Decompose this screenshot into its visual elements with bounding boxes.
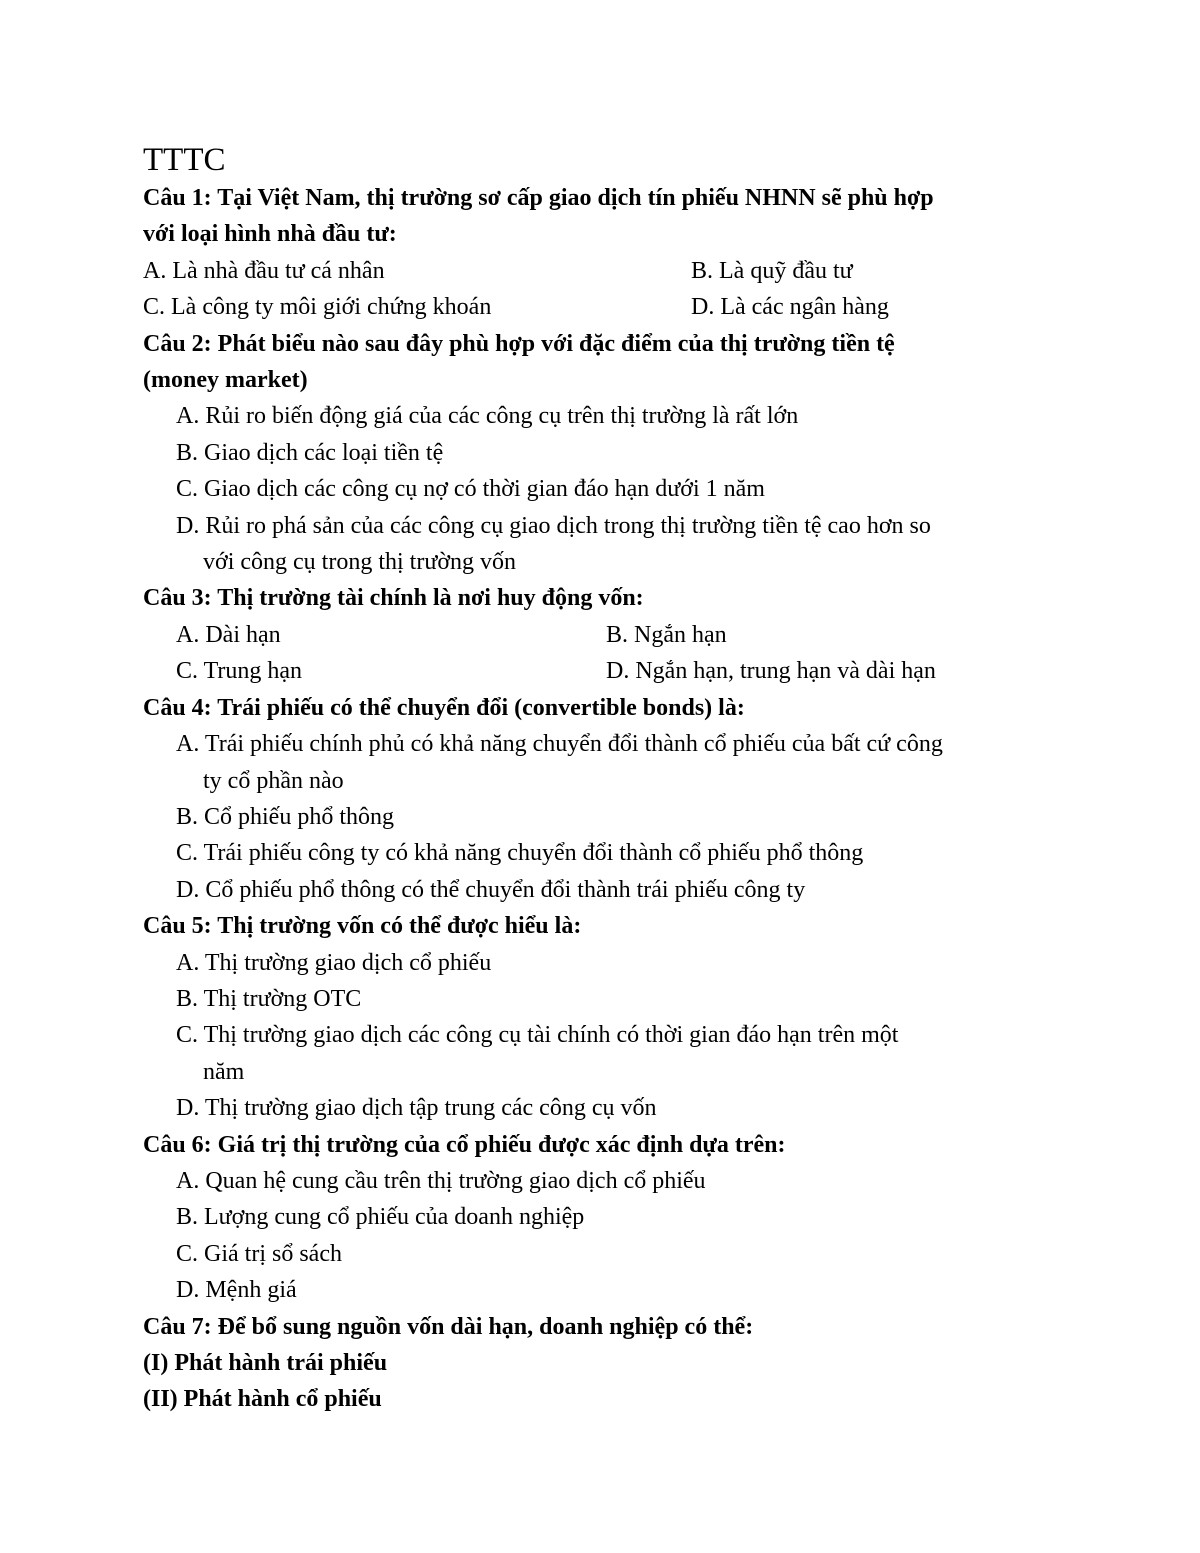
q1-option-a: A. Là nhà đầu tư cá nhân [143, 257, 385, 284]
q4-option-c: C. Trái phiếu công ty có khả năng chuyển đổi thành cổ phiếu phổ thông [176, 840, 864, 867]
question-1-cont: với loại hình nhà đầu tư: [143, 221, 397, 248]
document-title: TTTC [143, 142, 226, 178]
q3-option-d: D. Ngắn hạn, trung hạn và dài hạn [606, 658, 936, 685]
q2-option-c: C. Giao dịch các công cụ nợ có thời gian đáo hạn dưới 1 năm [176, 476, 765, 503]
question-7: Câu 7: Để bổ sung nguồn vốn dài hạn, doanh nghiệp có thể: [143, 1313, 754, 1340]
q4-option-a-cont: ty cổ phần nào [203, 767, 344, 794]
q5-option-b: B. Thị trường OTC [176, 985, 362, 1012]
q4-option-d: D. Cổ phiếu phổ thông có thể chuyển đổi thành trái phiếu công ty [176, 876, 806, 903]
q5-option-c-cont: năm [203, 1058, 245, 1085]
question-3: Câu 3: Thị trường tài chính là nơi huy động vốn: [143, 585, 644, 612]
q3-option-c: C. Trung hạn [176, 658, 303, 685]
q6-option-d: D. Mệnh giá [176, 1277, 297, 1304]
q2-option-d: D. Rủi ro phá sản của các công cụ giao dịch trong thị trường tiền tệ cao hơn so [176, 512, 931, 539]
q2-option-a: A. Rủi ro biến động giá của các công cụ trên thị trường là rất lớn [176, 403, 799, 430]
question-5: Câu 5: Thị trường vốn có thể được hiểu là: [143, 913, 582, 940]
q6-option-c: C. Giá trị sổ sách [176, 1240, 342, 1267]
q5-option-d: D. Thị trường giao dịch tập trung các công cụ vốn [176, 1095, 657, 1122]
document-page [143, 140, 1083, 1418]
q1-option-b: B. Là quỹ đầu tư [691, 257, 853, 284]
q6-option-b: B. Lượng cung cổ phiếu của doanh nghiệp [176, 1204, 585, 1231]
q2-option-b: B. Giao dịch các loại tiền tệ [176, 439, 444, 466]
q3-options-row-1 [143, 617, 1083, 653]
q1-option-d: D. Là các ngân hàng [691, 294, 889, 321]
q3-option-a: A. Dài hạn [176, 621, 281, 648]
q4-option-b: B. Cổ phiếu phổ thông [176, 803, 395, 830]
q1-options-row-2 [143, 289, 1083, 325]
question-1: Câu 1: Tại Việt Nam, thị trường sơ cấp giao dịch tín phiếu NHNN sẽ phù hợp [143, 185, 934, 211]
q5-option-a: A. Thị trường giao dịch cổ phiếu [176, 949, 492, 976]
q6-option-a: A. Quan hệ cung cầu trên thị trường giao dịch cổ phiếu [176, 1167, 706, 1194]
q1-options-row-1 [143, 253, 1083, 289]
question-2-cont: (money market) [143, 367, 308, 394]
q3-option-b: B. Ngắn hạn [606, 621, 727, 648]
question-4: Câu 4: Trái phiếu có thể chuyển đổi (convertible bonds) là: [143, 694, 745, 721]
q2-option-d-cont: với công cụ trong thị trường vốn [203, 549, 517, 576]
q7-item-i: (I) Phát hành trái phiếu [143, 1350, 388, 1376]
question-6: Câu 6: Giá trị thị trường của cổ phiếu được xác định dựa trên: [143, 1131, 786, 1158]
question-2: Câu 2: Phát biểu nào sau đây phù hợp với đặc điểm của thị trường tiền tệ [143, 330, 895, 357]
q1-option-c: C. Là công ty môi giới chứng khoán [143, 294, 492, 321]
q3-options-row-2 [143, 653, 1083, 689]
q7-item-ii: (II) Phát hành cổ phiếu [143, 1386, 382, 1413]
q5-option-c: C. Thị trường giao dịch các công cụ tài chính có thời gian đáo hạn trên một [176, 1022, 899, 1049]
q4-option-a: A. Trái phiếu chính phủ có khả năng chuyển đổi thành cổ phiếu của bất cứ công [176, 731, 943, 758]
